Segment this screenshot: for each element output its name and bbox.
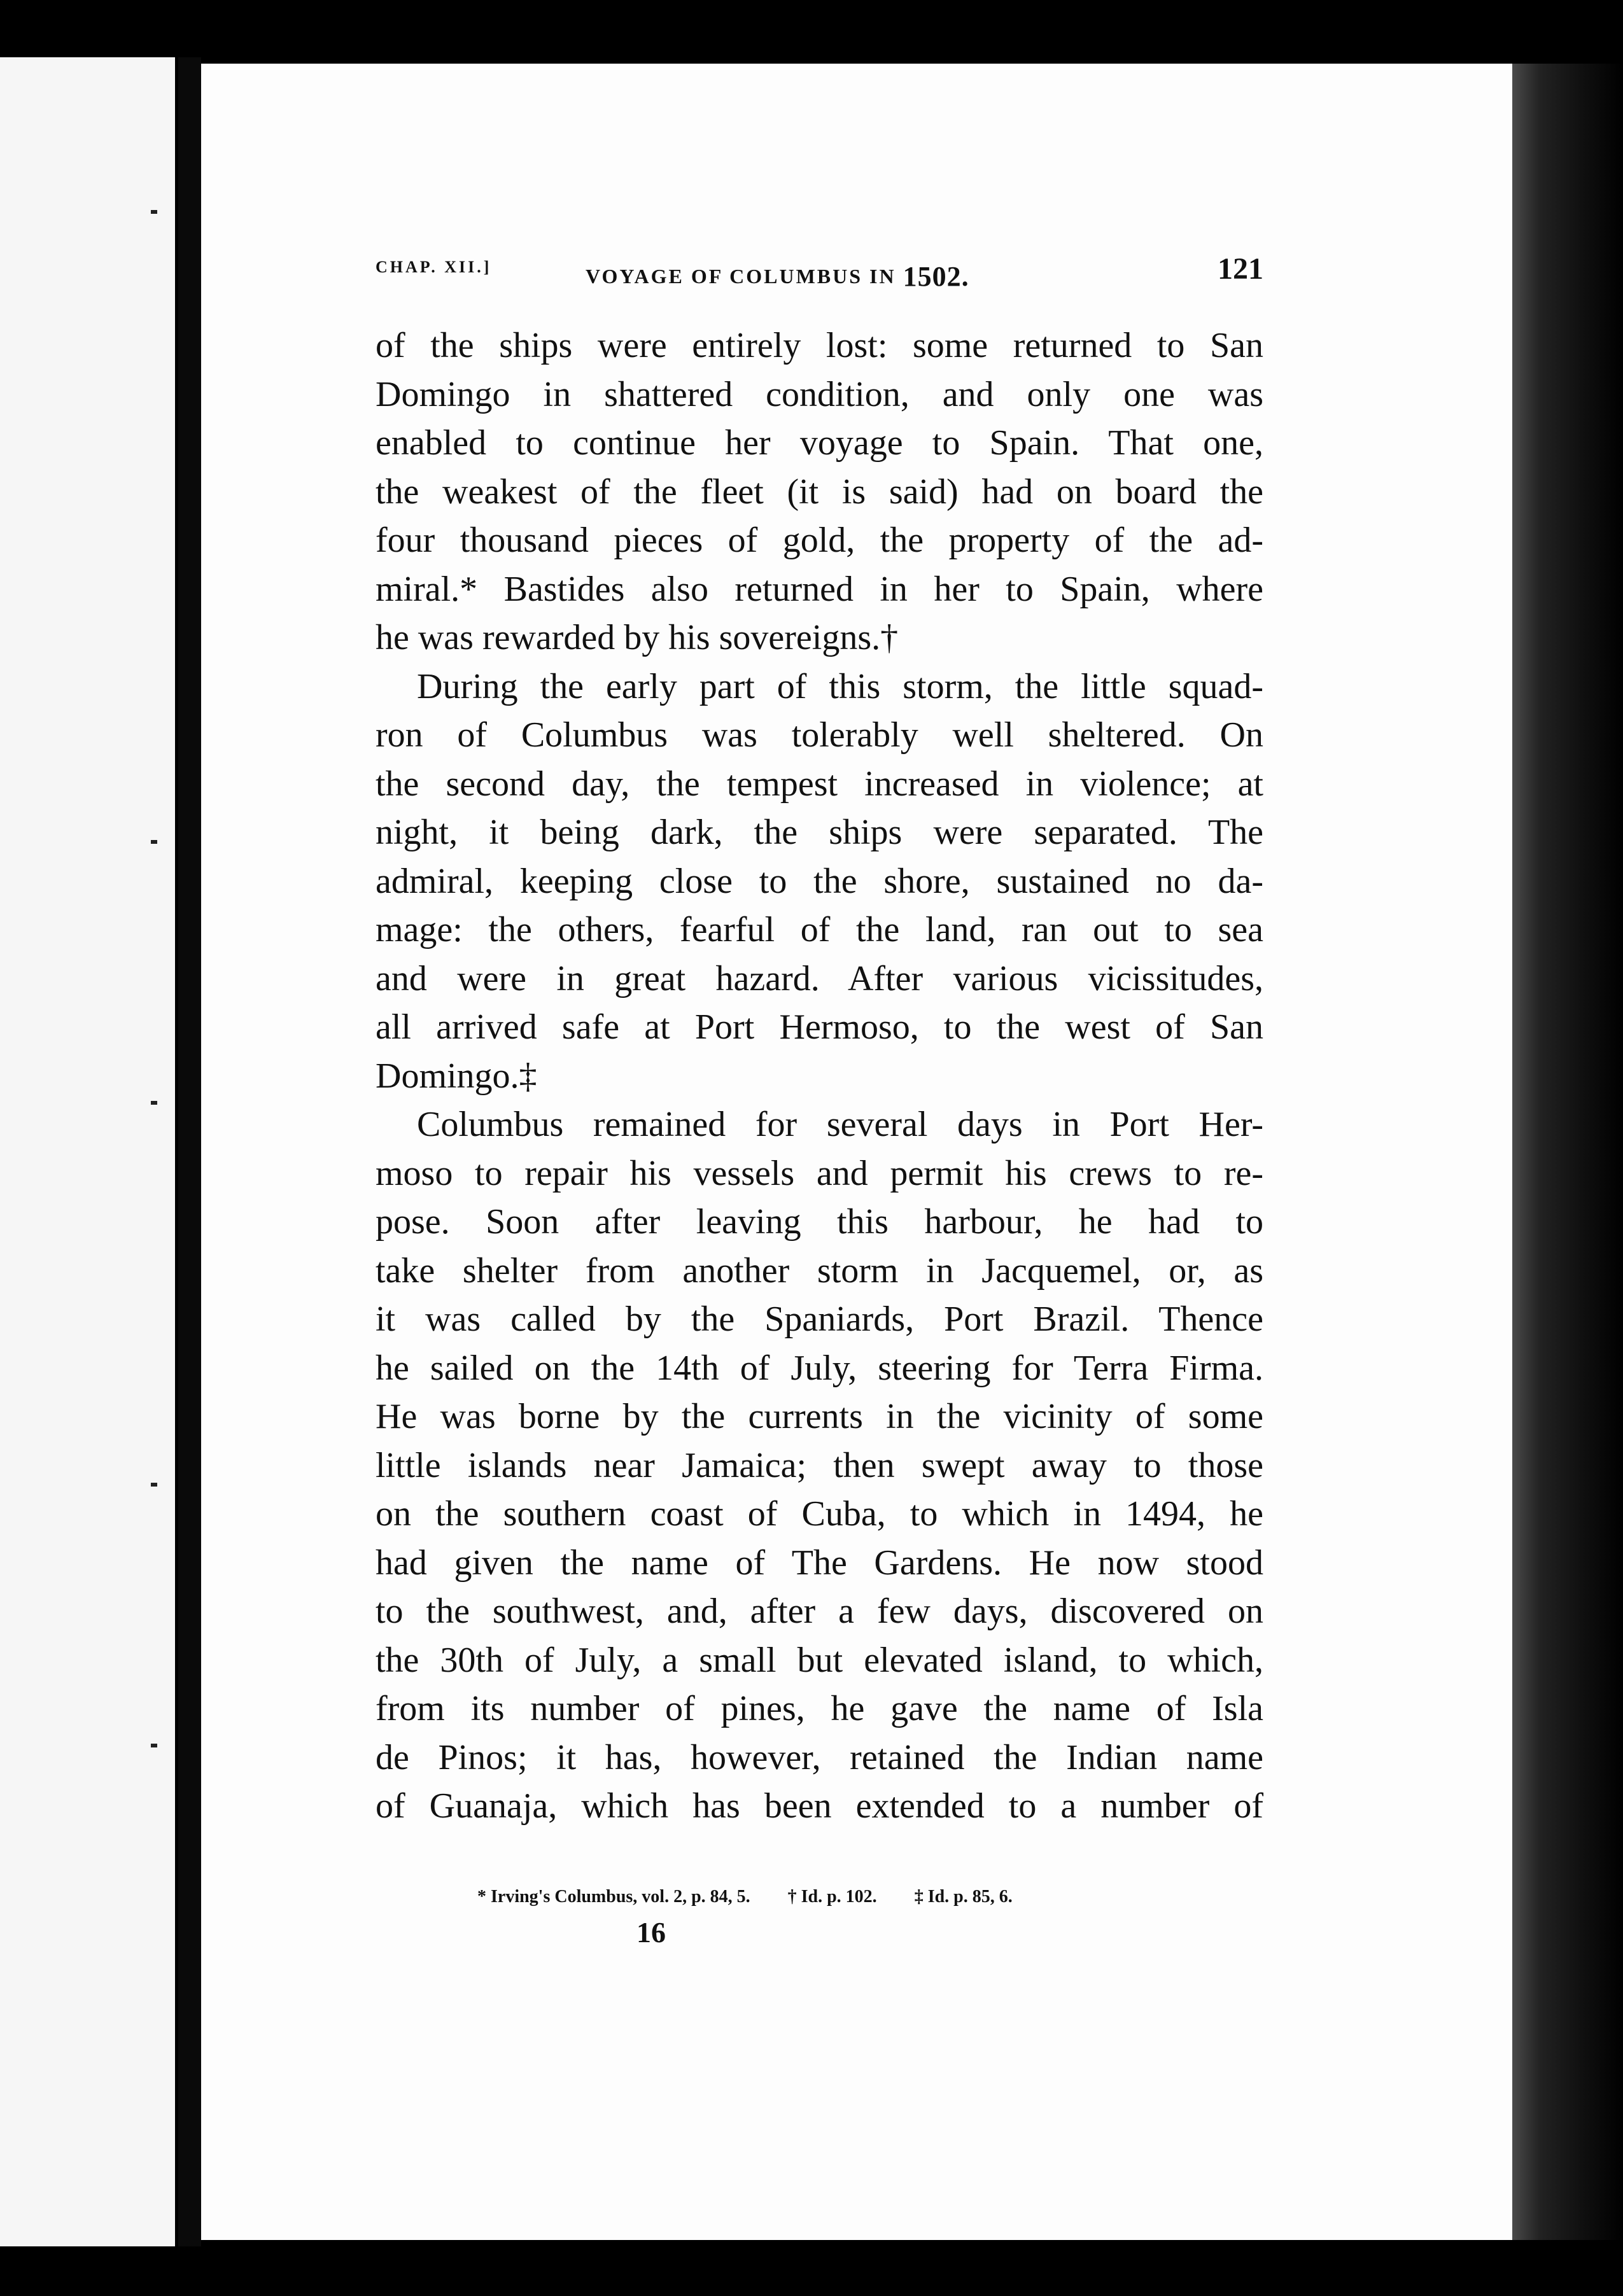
running-title bbox=[586, 258, 969, 290]
footnote: † Id. p. 102. bbox=[787, 1887, 877, 1907]
text-line: He was borne by the currents in the vicinity of some bbox=[376, 1397, 1263, 1436]
text-line: admiral, keeping close to the shore, sustained no da- bbox=[376, 861, 1263, 901]
text-line: to the southwest, and, after a few days, discovered on bbox=[376, 1592, 1263, 1631]
text-line: he sailed on the 14th of July, steering for Terra Firma. bbox=[376, 1348, 1263, 1388]
facing-page-speck bbox=[151, 1101, 157, 1105]
running-title-text: VOYAGE OF COLUMBUS IN bbox=[586, 265, 896, 288]
text-line: four thousand pieces of gold, the property of the ad- bbox=[376, 521, 1263, 560]
body-text bbox=[376, 321, 1263, 1831]
facing-page-speck bbox=[151, 1744, 157, 1747]
facing-page-speck bbox=[151, 210, 157, 214]
text-line: night, it being dark, the ships were separated. The bbox=[376, 813, 1263, 852]
text-line: the 30th of July, a small but elevated island, to which, bbox=[376, 1640, 1263, 1680]
text-line: miral.* Bastides also returned in her to Spain, where bbox=[376, 569, 1263, 609]
running-head bbox=[376, 251, 1263, 302]
text-line: de Pinos; it has, however, retained the Indian name bbox=[376, 1737, 1263, 1777]
text-line: of Guanaja, which has been extended to a number of bbox=[376, 1786, 1263, 1826]
text-line: pose. Soon after leaving this harbour, he had to bbox=[376, 1202, 1263, 1242]
page-number: 121 bbox=[1218, 252, 1263, 286]
text-line: of the ships were entirely lost: some returned to San bbox=[376, 326, 1263, 365]
text-line: Domingo in shattered condition, and only one was bbox=[376, 374, 1263, 414]
footnotes bbox=[477, 1887, 1177, 1907]
text-line: During the early part of this storm, the little squad- bbox=[417, 666, 1263, 706]
printer-signature: 16 bbox=[636, 1916, 666, 1949]
page-edge-shadow bbox=[1512, 64, 1623, 2240]
text-line: little islands near Jamaica; then swept away to those bbox=[376, 1445, 1263, 1485]
text-line: Domingo.‡ bbox=[376, 1056, 537, 1096]
text-line: the second day, the tempest increased in violence; at bbox=[376, 764, 1263, 804]
text-line: all arrived safe at Port Hermoso, to the west of San bbox=[376, 1007, 1263, 1047]
text-line: enabled to continue her voyage to Spain. That one, bbox=[376, 423, 1263, 463]
text-line: the weakest of the fleet (it is said) had on board the bbox=[376, 472, 1263, 512]
facing-page-speck bbox=[151, 1483, 157, 1487]
text-line: take shelter from another storm in Jacquemel, or, as bbox=[376, 1250, 1263, 1291]
facing-page-speck bbox=[151, 840, 157, 844]
text-line: Columbus remained for several days in Port Her- bbox=[417, 1105, 1263, 1144]
text-line: from its number of pines, he gave the name of Isla bbox=[376, 1689, 1263, 1728]
facing-page-edge bbox=[0, 57, 175, 2246]
footnote: ‡ Id. p. 85, 6. bbox=[914, 1887, 1013, 1907]
chapter-label: CHAP. XII.] bbox=[376, 258, 492, 276]
text-line: on the southern coast of Cuba, to which in 1494, he bbox=[376, 1494, 1263, 1534]
text-line: he was rewarded by his sovereigns.† bbox=[376, 618, 899, 657]
running-title-year: 1502. bbox=[903, 261, 969, 292]
text-line: moso to repair his vessels and permit his crews to re- bbox=[376, 1153, 1263, 1193]
book-gutter bbox=[178, 57, 201, 2246]
text-line: and were in great hazard. After various vicissitudes, bbox=[376, 958, 1263, 998]
text-line: mage: the others, fearful of the land, ran out to sea bbox=[376, 910, 1263, 949]
footnote: * Irving's Columbus, vol. 2, p. 84, 5. bbox=[477, 1887, 750, 1907]
text-line: had given the name of The Gardens. He now stood bbox=[376, 1543, 1263, 1583]
text-line: ron of Columbus was tolerably well sheltered. On bbox=[376, 715, 1263, 755]
text-line: it was called by the Spaniards, Port Brazil. Thence bbox=[376, 1299, 1263, 1339]
